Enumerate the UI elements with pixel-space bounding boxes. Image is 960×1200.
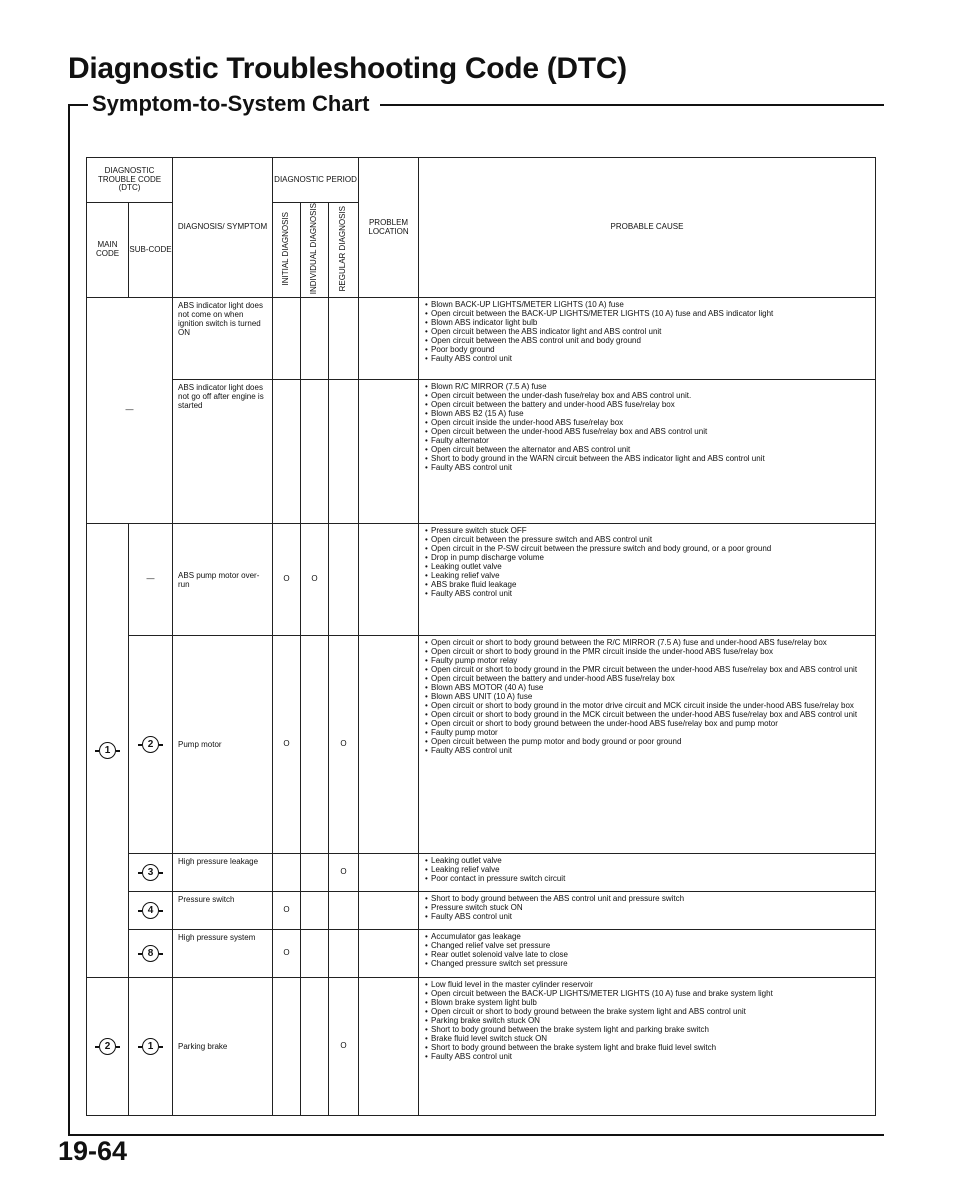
initial-mark: O xyxy=(273,636,301,854)
list-item: • Pressure switch stuck ON xyxy=(425,904,871,913)
list-item: • Short to body ground between the ABS control unit and pressure switch xyxy=(425,895,871,904)
header-individual-diagnosis xyxy=(301,203,329,298)
problem-location-cell xyxy=(359,636,419,854)
list-item: • Open circuit in the P-SW circuit between the pressure switch and body ground, or a poor ground xyxy=(425,545,871,554)
table-row xyxy=(87,930,876,978)
table-row xyxy=(87,892,876,930)
page-title: Diagnostic Troubleshooting Code (DTC) xyxy=(68,52,627,85)
individual-mark xyxy=(301,636,329,854)
regular-mark: O xyxy=(329,978,359,1116)
initial-mark: O xyxy=(273,930,301,978)
circled-code-icon: 2 xyxy=(99,1038,116,1055)
main-code-2 xyxy=(87,978,129,1116)
problem-location-cell xyxy=(359,380,419,524)
list-item: • Blown ABS UNIT (10 A) fuse xyxy=(425,693,871,702)
symptom-cell: ABS indicator light does not go off after engine is started xyxy=(173,380,273,524)
list-item: • Open circuit or short to body ground between the R/C MIRROR (7.5 A) fuse and under-hood ABS fuse/relay box xyxy=(425,639,871,648)
causes-cell xyxy=(419,524,876,636)
individual-mark xyxy=(301,298,329,380)
list-item: • Blown BACK-UP LIGHTS/METER LIGHTS (10 A) fuse xyxy=(425,301,871,310)
regular-mark xyxy=(329,380,359,524)
list-item: • Brake fluid level switch stuck ON xyxy=(425,1035,871,1044)
list-item: • Faulty ABS control unit xyxy=(425,590,871,599)
list-item: • Open circuit between the pump motor and body ground or poor ground xyxy=(425,738,871,747)
circled-code-icon: 8 xyxy=(142,945,159,962)
individual-mark xyxy=(301,930,329,978)
cause-list xyxy=(425,981,871,1062)
table-row xyxy=(87,298,876,380)
page-number: 19-64 xyxy=(58,1136,128,1166)
list-item: • Blown R/C MIRROR (7.5 A) fuse xyxy=(425,383,871,392)
sub-code-1 xyxy=(129,978,173,1116)
cause-list xyxy=(425,933,871,969)
individual-mark: O xyxy=(301,524,329,636)
circled-code-icon: 1 xyxy=(99,742,116,759)
bottom-rule xyxy=(68,1134,884,1136)
individual-mark xyxy=(301,380,329,524)
list-item: • Faulty ABS control unit xyxy=(425,1053,871,1062)
frame-left-rule xyxy=(68,104,70,1134)
initial-mark xyxy=(273,854,301,892)
list-item: • Rear outlet solenoid valve late to close xyxy=(425,951,871,960)
list-item: • Short to body ground in the WARN circuit between the ABS indicator light and ABS control unit xyxy=(425,455,871,464)
initial-mark: O xyxy=(273,892,301,930)
causes-cell xyxy=(419,298,876,380)
causes-cell xyxy=(419,930,876,978)
list-item: • Parking brake switch stuck ON xyxy=(425,1017,871,1026)
table-row xyxy=(87,978,876,1116)
header-diagnostic-period: DIAGNOSTIC PERIOD xyxy=(273,158,359,203)
list-item: • Leaking outlet valve xyxy=(425,563,871,572)
list-item: • Open circuit or short to body ground in the MCK circuit between the under-hood ABS fuse/relay box and ABS control unit xyxy=(425,711,871,720)
header-diagnosis-symptom: DIAGNOSIS/ SYMPTOM xyxy=(173,158,273,298)
list-item: • Accumulator gas leakage xyxy=(425,933,871,942)
list-item: • Faulty ABS control unit xyxy=(425,913,871,922)
list-item: • Open circuit or short to body ground in the PMR circuit between the under-hood ABS fuse/relay box and ABS control unit xyxy=(425,666,871,675)
list-item: • Faulty ABS control unit xyxy=(425,747,871,756)
symptom-cell: ABS indicator light does not come on when ignition switch is turned ON xyxy=(173,298,273,380)
cause-list xyxy=(425,383,871,473)
symptom-cell: High pressure leakage xyxy=(173,854,273,892)
list-item: • Changed pressure switch set pressure xyxy=(425,960,871,969)
list-item: • Leaking relief valve xyxy=(425,572,871,581)
table-row xyxy=(87,380,876,524)
list-item: • Short to body ground between the brake system light and parking brake switch xyxy=(425,1026,871,1035)
table-row xyxy=(87,636,876,854)
regular-mark xyxy=(329,524,359,636)
list-item: • Open circuit or short to body ground in the PMR circuit inside the under-hood ABS fuse/relay box xyxy=(425,648,871,657)
header-initial-diagnosis xyxy=(273,203,301,298)
table-row xyxy=(87,854,876,892)
problem-location-cell xyxy=(359,978,419,1116)
list-item: • Open circuit inside the under-hood ABS fuse/relay box xyxy=(425,419,871,428)
list-item: • Low fluid level in the master cylinder reservoir xyxy=(425,981,871,990)
symptom-cell: Parking brake xyxy=(173,978,273,1116)
list-item: • Leaking relief valve xyxy=(425,866,871,875)
symptom-chart-table xyxy=(86,157,876,1116)
header-regular-diagnosis xyxy=(329,203,359,298)
sub-code-dash: — xyxy=(129,524,173,636)
list-item: • Open circuit or short to body ground between the under-hood ABS fuse/relay box and pump motor xyxy=(425,720,871,729)
problem-location-cell xyxy=(359,930,419,978)
list-item: • Faulty alternator xyxy=(425,437,871,446)
header-dtc: DIAGNOSTIC TROUBLE CODE (DTC) xyxy=(87,158,173,203)
header-problem-location: PROBLEM LOCATION xyxy=(359,158,419,298)
list-item: • Blown brake system light bulb xyxy=(425,999,871,1008)
list-item: • Open circuit between the battery and under-hood ABS fuse/relay box xyxy=(425,401,871,410)
causes-cell xyxy=(419,854,876,892)
problem-location-cell xyxy=(359,298,419,380)
list-item: • Open circuit between the under-hood ABS fuse/relay box and ABS control unit xyxy=(425,428,871,437)
problem-location-cell xyxy=(359,524,419,636)
cause-list xyxy=(425,857,871,884)
list-item: • Blown ABS indicator light bulb xyxy=(425,319,871,328)
initial-mark xyxy=(273,380,301,524)
list-item: • Poor body ground xyxy=(425,346,871,355)
circled-code-icon: 4 xyxy=(142,902,159,919)
individual-mark xyxy=(301,892,329,930)
page-subtitle: Symptom-to-System Chart xyxy=(88,91,377,117)
list-item: • Open circuit between the under-dash fuse/relay box and ABS control unit. xyxy=(425,392,871,401)
header-main-code: MAIN CODE xyxy=(87,203,129,298)
initial-mark xyxy=(273,298,301,380)
list-item: • Open circuit between the ABS indicator light and ABS control unit xyxy=(425,328,871,337)
circled-code-icon: 1 xyxy=(142,1038,159,1055)
sub-code-3 xyxy=(129,854,173,892)
causes-cell xyxy=(419,636,876,854)
causes-cell xyxy=(419,892,876,930)
cause-list xyxy=(425,639,871,755)
regular-mark: O xyxy=(329,854,359,892)
list-item: • Open circuit between the battery and under-hood ABS fuse/relay box xyxy=(425,675,871,684)
sub-code-4 xyxy=(129,892,173,930)
causes-cell xyxy=(419,380,876,524)
symptom-cell: High pressure system xyxy=(173,930,273,978)
header-individual-label: INDIVIDUAL DIAGNOSIS xyxy=(309,203,319,295)
symptom-cell: ABS pump motor over-run xyxy=(173,524,273,636)
list-item: • Changed relief valve set pressure xyxy=(425,942,871,951)
table-row xyxy=(87,524,876,636)
circled-code-icon: 2 xyxy=(142,736,159,753)
header-sub-code: SUB-CODE xyxy=(129,203,173,298)
list-item: • Open circuit between the BACK-UP LIGHTS/METER LIGHTS (10 A) fuse and brake system light xyxy=(425,990,871,999)
main-code-dash: — xyxy=(87,298,173,524)
initial-mark xyxy=(273,978,301,1116)
list-item: • Pressure switch stuck OFF xyxy=(425,527,871,536)
regular-mark xyxy=(329,892,359,930)
list-item: • Open circuit or short to body ground between the brake system light and ABS control unit xyxy=(425,1008,871,1017)
initial-mark: O xyxy=(273,524,301,636)
list-item: • Short to body ground between the brake system light and brake fluid level switch xyxy=(425,1044,871,1053)
list-item: • Blown ABS B2 (15 A) fuse xyxy=(425,410,871,419)
main-code-1 xyxy=(87,524,129,978)
list-item: • Faulty ABS control unit xyxy=(425,355,871,364)
symptom-cell: Pressure switch xyxy=(173,892,273,930)
regular-mark xyxy=(329,930,359,978)
list-item: • Open circuit between the alternator and ABS control unit xyxy=(425,446,871,455)
list-item: • Poor contact in pressure switch circuit xyxy=(425,875,871,884)
list-item: • Open circuit between the pressure switch and ABS control unit xyxy=(425,536,871,545)
problem-location-cell xyxy=(359,854,419,892)
cause-list xyxy=(425,895,871,922)
list-item: • Open circuit between the ABS control unit and body ground xyxy=(425,337,871,346)
problem-location-cell xyxy=(359,892,419,930)
list-item: • ABS brake fluid leakage xyxy=(425,581,871,590)
sub-code-2 xyxy=(129,636,173,854)
circled-code-icon: 3 xyxy=(142,864,159,881)
list-item: • Leaking outlet valve xyxy=(425,857,871,866)
list-item: • Open circuit between the BACK-UP LIGHTS/METER LIGHTS (10 A) fuse and ABS indicator light xyxy=(425,310,871,319)
symptom-cell: Pump motor xyxy=(173,636,273,854)
causes-cell xyxy=(419,978,876,1116)
list-item: • Faulty pump motor xyxy=(425,729,871,738)
list-item: • Open circuit or short to body ground in the motor drive circuit and MCK circuit inside the under-hood ABS fuse/relay box xyxy=(425,702,871,711)
list-item: • Faulty pump motor relay xyxy=(425,657,871,666)
header-probable-cause: PROBABLE CAUSE xyxy=(419,158,876,298)
cause-list xyxy=(425,301,871,364)
subtitle-rule-left xyxy=(68,104,88,106)
individual-mark xyxy=(301,854,329,892)
header-initial-label: INITIAL DIAGNOSIS xyxy=(281,211,291,286)
list-item: • Faulty ABS control unit xyxy=(425,464,871,473)
regular-mark: O xyxy=(329,636,359,854)
sub-code-8 xyxy=(129,930,173,978)
list-item: • Drop in pump discharge volume xyxy=(425,554,871,563)
regular-mark xyxy=(329,298,359,380)
list-item: • Blown ABS MOTOR (40 A) fuse xyxy=(425,684,871,693)
subtitle-rule-right xyxy=(380,104,884,106)
header-regular-label: REGULAR DIAGNOSIS xyxy=(338,205,348,292)
cause-list xyxy=(425,527,871,599)
individual-mark xyxy=(301,978,329,1116)
